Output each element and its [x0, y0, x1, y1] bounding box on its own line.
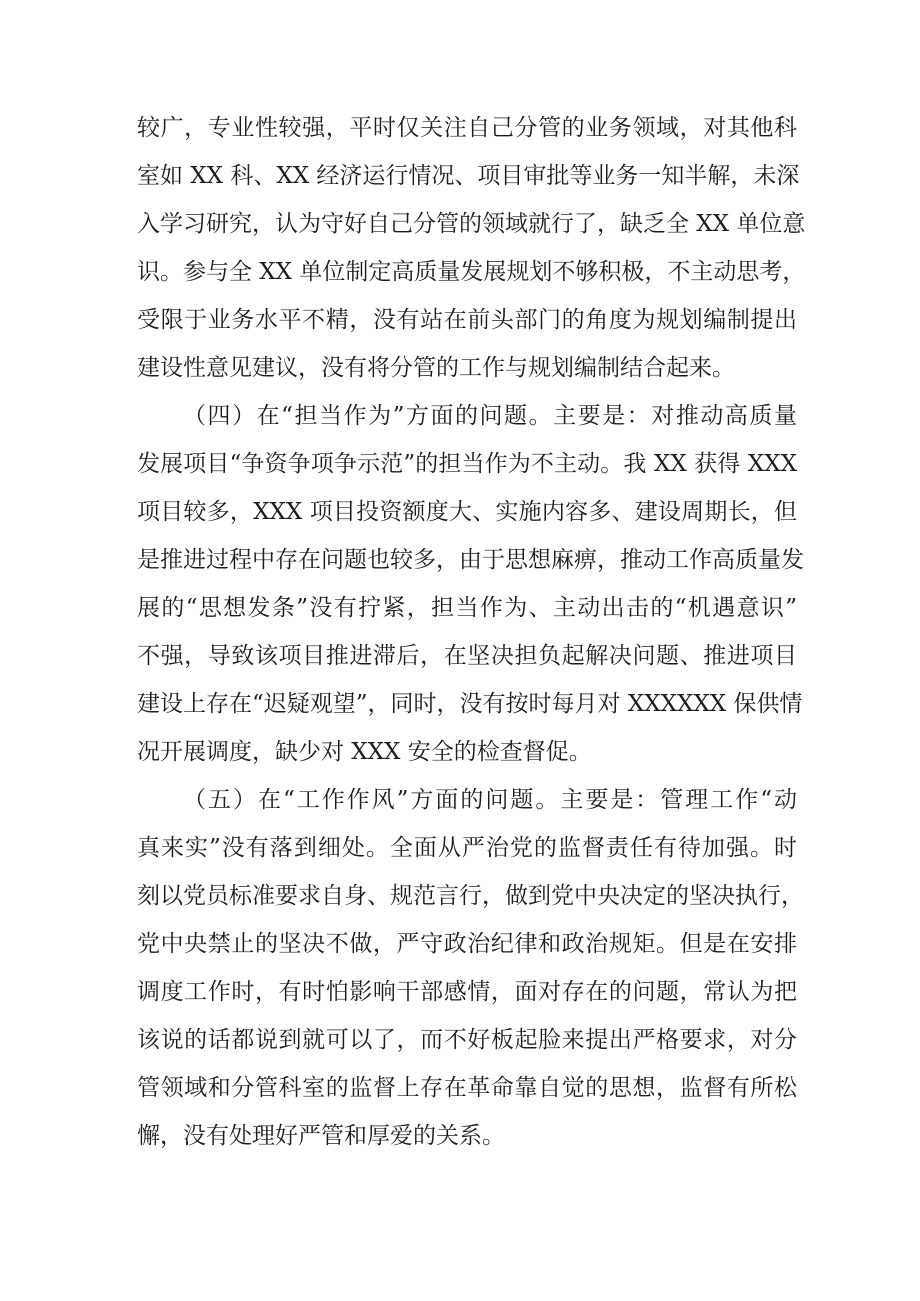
paragraph-line: 不强，导致该项目推进滞后，在坚决担负起解决问题、推进项目: [137, 643, 797, 669]
paragraph-line: 党中央禁止的坚决不做，严守政治纪律和政治规矩。但是在安排: [137, 931, 797, 957]
paragraph-line: 受限于业务水平不精，没有站在前头部门的角度为规划编制提出: [137, 307, 797, 333]
paragraph-line: 是推进过程中存在问题也较多，由于思想麻痹，推动工作高质量发: [137, 547, 804, 573]
paragraph-line: 建设性意见建议，没有将分管的工作与规划编制结合起来。: [137, 355, 735, 381]
paragraph-line: 真来实”没有落到细处。全面从严治党的监督责任有待加强。时: [137, 835, 797, 861]
paragraph-line: 况开展调度，缺少对 XXX 安全的检查督促。: [137, 739, 592, 765]
paragraph-line: 展的“思想发条”没有拧紧，担当作为、主动出击的“机遇意识”: [137, 595, 797, 621]
paragraph-line: 刻以党员标准要求自身、规范言行，做到党中央决定的坚决执行，: [137, 883, 804, 909]
section-heading-line: （五）在“工作作风”方面的问题。主要是：管理工作“动: [183, 787, 797, 813]
paragraph-line: 懈，没有处理好严管和厚爱的关系。: [137, 1123, 505, 1149]
paragraph-line: 入学习研究，认为守好自己分管的领域就行了，缺乏全 XX 单位意: [137, 211, 806, 237]
paragraph-line: 管领域和分管科室的监督上存在革命靠自觉的思想，监督有所松: [137, 1075, 797, 1101]
document-body: [137, 104, 806, 1160]
paragraph-line: 调度工作时，有时怕影响干部感情，面对存在的问题，常认为把: [137, 979, 797, 1005]
paragraph-line: 发展项目“争资争项争示范”的担当作为不主动。我 XX 获得 XXX: [137, 451, 797, 477]
paragraph-line: 建设上存在“迟疑观望”，同时，没有按时每月对 XXXXXX 保供情: [137, 691, 803, 717]
paragraph-continuation: [137, 104, 806, 392]
section-heading-line: （四）在“担当作为”方面的问题。主要是：对推动高质量: [183, 403, 797, 429]
paragraph-line: 识。参与全 XX 单位制定高质量发展规划不够积极，不主动思考，: [137, 259, 806, 285]
paragraph-line: 项目较多，XXX 项目投资额度大、实施内容多、建设周期长，但: [137, 499, 797, 525]
paragraph-line: 室如 XX 科、XX 经济运行情况、项目审批等业务一知半解，未深: [137, 163, 800, 189]
paragraph-line: 较广，专业性较强，平时仅关注自己分管的业务领域，对其他科: [137, 115, 797, 141]
paragraph-section-five: [137, 776, 804, 1160]
paragraph-section-four: [137, 392, 804, 776]
paragraph-line: 该说的话都说到就可以了，而不好板起脸来提出严格要求，对分: [137, 1027, 797, 1053]
